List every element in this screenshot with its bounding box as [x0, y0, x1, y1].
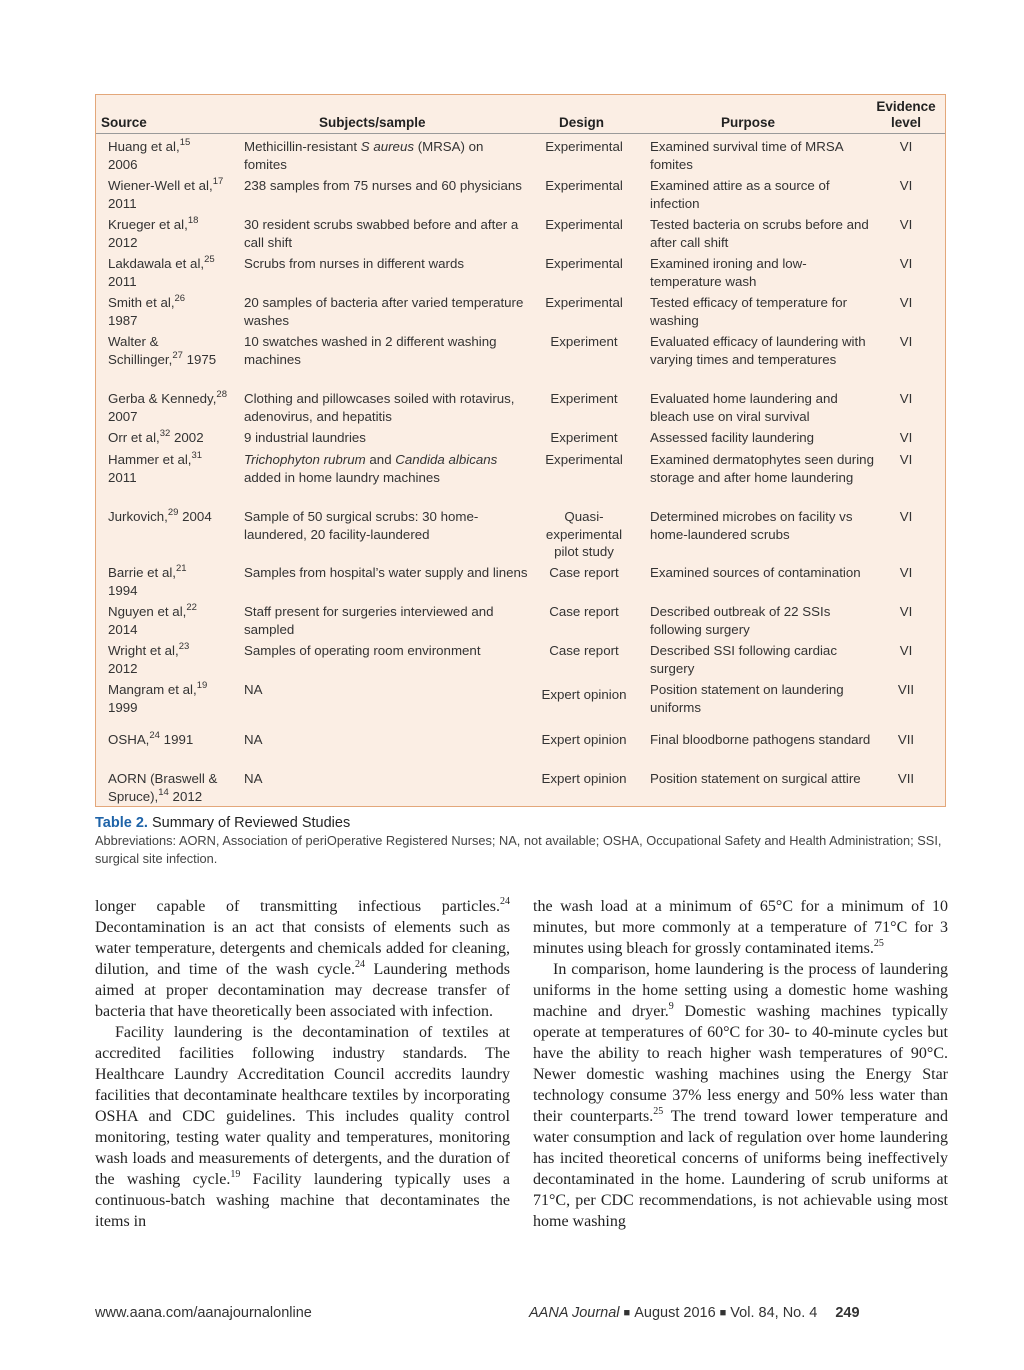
evidence-cell: VII	[897, 771, 915, 786]
header-purpose: Purpose	[721, 115, 776, 130]
purpose-cell: Evaluated efficacy of laundering with varying times and temperatures	[650, 334, 866, 367]
evidence-cell: VI	[899, 509, 913, 524]
design-cell: Experimental	[545, 295, 623, 310]
source-cell: Huang et al,$^{15}$ 2006	[108, 137, 191, 172]
caption-title: Table 2. Summary of Reviewed Studies	[95, 815, 351, 831]
header-source: Source	[101, 115, 147, 130]
source-cell: OSHA,$^{24}$ 1991	[108, 730, 194, 747]
purpose-cell: Assessed facility laundering	[650, 430, 815, 445]
header-subjects: Subjects/sample	[319, 115, 426, 130]
purpose-cell: Described outbreak of 22 SSIs following surgery	[650, 604, 831, 637]
paragraph: longer capable of transmitting infectious particles.$^{24}$ Decontamination is an act that consists of elements such as water temperature, detergents and chemicals added for cleaning, dilution, and time of the wash cycle.$^{24}$ Laundering methods aimed at proper decontamination may decrease transfer of bacteria that have theoretically been associated with infection.	[95, 896, 511, 1020]
purpose-cell: Determined microbes on facility vs home-laundered scrubs	[650, 509, 853, 542]
source-cell: Nguyen et al,$^{22}$ 2014	[108, 602, 197, 637]
footer-url: www.aana.com/aanajournalonline	[95, 1305, 312, 1321]
design-cell: Experiment	[550, 430, 618, 445]
evidence-cell: VI	[899, 139, 913, 154]
evidence-cell: VI	[899, 256, 913, 271]
source-cell: Wright et al,$^{23}$ 2012	[108, 641, 190, 676]
design-cell: Quasi-experimental pilot study	[545, 509, 623, 559]
evidence-cell: VI	[899, 430, 913, 445]
design-cell: Case report	[549, 643, 619, 658]
subjects-cell: Sample of 50 surgical scrubs: 30 home-laundered, 20 facility-laundered	[244, 509, 479, 542]
body-column-left	[95, 896, 510, 1232]
design-cell: Expert opinion	[541, 687, 627, 702]
purpose-cell: Position statement on laundering uniforms	[650, 682, 844, 715]
subjects-cell: NA	[244, 771, 263, 786]
purpose-cell: Examined attire as a source of infection	[650, 178, 830, 211]
evidence-cell: VI	[899, 452, 913, 467]
source-cell: Orr et al,$^{32}$ 2002	[108, 428, 204, 445]
evidence-cell: VII	[897, 732, 915, 747]
source-cell: AORN (Braswell & Spruce),$^{14}$ 2012	[108, 771, 218, 804]
purpose-cell: Examined survival time of MRSA fomites	[650, 139, 843, 172]
purpose-cell: Tested bacteria on scrubs before and after call shift	[650, 217, 869, 250]
body-column-right	[533, 896, 948, 1232]
source-cell: Lakdawala et al,$^{25}$ 2011	[108, 254, 215, 289]
subjects-cell: NA	[244, 682, 263, 697]
paragraph: Facility laundering is the decontamination of textiles at accredited facilities following industry standards. The Healthcare Laundry Accreditation Council accredits laundry facilities that decontaminate healthcare textiles by incorporating OSHA and CDC guidelines. This includes quality control monitoring, testing water quality and temperatures, monitoring wash loads and measurements of detergents, and the duration of the washing cycle.$^{19}$ Facility laundering typically uses a continuous-batch washing machine that decontaminates the items in	[95, 1024, 511, 1230]
evidence-cell: VI	[899, 643, 913, 658]
subjects-cell: 238 samples from 75 nurses and 60 physicians	[244, 178, 522, 193]
purpose-cell: Examined sources of contamination	[650, 565, 861, 580]
design-cell: Experimental	[545, 178, 623, 193]
evidence-cell: VI	[899, 604, 913, 619]
source-cell: Wiener-Well et al,$^{17}$ 2011	[108, 176, 224, 211]
evidence-cell: VI	[899, 334, 913, 349]
evidence-cell: VI	[899, 295, 913, 310]
caption-abbreviations: Abbreviations: AORN, Association of periOperative Registered Nurses; NA, not available; OSHA, Occupational Safety and Health Administration; SSI, surgical site infection.	[95, 833, 942, 866]
subjects-cell: Samples from hospital’s water supply and linens	[244, 565, 528, 580]
source-cell: Walter & Schillinger,$^{27}$ 1975	[108, 334, 217, 367]
design-cell: Experiment	[550, 391, 618, 406]
source-cell: Jurkovich,$^{29}$ 2004	[108, 507, 212, 524]
source-cell: Krueger et al,$^{18}$ 2012	[108, 215, 199, 250]
subjects-cell: 9 industrial laundries	[244, 430, 366, 445]
subjects-cell: 10 swatches washed in 2 different washing machines	[244, 334, 497, 367]
header-evidence: Evidence level	[876, 99, 936, 130]
purpose-cell: Examined dermatophytes seen during storage and after home laundering	[650, 452, 874, 485]
purpose-cell: Described SSI following cardiac surgery	[650, 643, 837, 676]
subjects-cell: Trichophyton rubrum and Candida albicans added in home laundry machines	[244, 452, 498, 485]
subjects-cell: Methicillin-resistant S aureus (MRSA) on fomites	[244, 139, 484, 172]
subjects-cell: Samples of operating room environment	[244, 643, 481, 658]
design-cell: Case report	[549, 565, 619, 580]
table-caption	[95, 815, 955, 868]
design-cell: Expert opinion	[541, 732, 627, 747]
design-cell: Experimental	[545, 217, 623, 232]
evidence-cell: VI	[899, 217, 913, 232]
evidence-cell: VI	[899, 178, 913, 193]
design-cell: Experimental	[545, 139, 623, 154]
purpose-cell: Examined ironing and low-temperature wash	[650, 256, 807, 289]
design-cell: Expert opinion	[541, 771, 627, 786]
design-cell: Experiment	[550, 334, 618, 349]
paragraph: In comparison, home laundering is the process of laundering uniforms in the home setting using a domestic home washing machine and dryer.$^9$ Domestic washing machines typically operate at temperatures of 60°C for 30- to 40-minute cycles but have the ability to reach higher wash temperatures of 90°C. Newer domestic washing machines using the Energy Star technology consume 37% less energy and 50% less water than their counterparts.$^{25}$ The trend toward lower temperature and water consumption and lack of regulation over home laundering has incited theoretical concerns of uniforms being ineffectively decontaminated in the home. Laundering of scrub uniforms at 71°C, per CDC recommendations, is not achievable using most home washing	[533, 961, 948, 1230]
table-header	[96, 95, 945, 134]
source-cell: Gerba & Kennedy,$^{28}$ 2007	[108, 389, 227, 424]
evidence-cell: VI	[899, 391, 913, 406]
source-cell: Smith et al,$^{26}$ 1987	[108, 293, 186, 328]
subjects-cell: 20 samples of bacteria after varied temperature washes	[244, 295, 524, 328]
purpose-cell: Evaluated home laundering and bleach use on viral survival	[650, 391, 838, 424]
source-cell: Barrie et al,$^{21}$ 1994	[108, 563, 187, 598]
design-cell: Case report	[549, 604, 619, 619]
design-cell: Experimental	[545, 256, 623, 271]
purpose-cell: Final bloodborne pathogens standard	[650, 732, 871, 747]
source-cell: Mangram et al,$^{19}$ 1999	[108, 680, 208, 715]
evidence-cell: VII	[897, 682, 915, 697]
subjects-cell: Staff present for surgeries interviewed and sampled	[244, 604, 494, 637]
evidence-cell: VI	[899, 565, 913, 580]
subjects-cell: NA	[244, 732, 263, 747]
subjects-cell: Clothing and pillowcases soiled with rotavirus, adenovirus, and hepatitis	[244, 391, 515, 424]
page-number: 249	[835, 1305, 860, 1321]
subjects-cell: Scrubs from nurses in different wards	[244, 256, 464, 271]
header-design: Design	[559, 115, 605, 130]
footer-citation: AANA Journal ■ August 2016 ■ Vol. 84, No. 4 249	[529, 1305, 860, 1321]
studies-table	[95, 94, 946, 807]
subjects-cell: 30 resident scrubs swabbed before and after a call shift	[244, 217, 519, 250]
source-cell: Hammer et al,$^{31}$ 2011	[108, 450, 203, 485]
purpose-cell: Tested efficacy of temperature for washing	[650, 295, 848, 328]
purpose-cell: Position statement on surgical attire	[650, 771, 861, 786]
design-cell: Experimental	[545, 452, 623, 467]
paragraph: the wash load at a minimum of 65°C for a minimum of 10 minutes, but more commonly at a temperature of 71°C for 3 minutes using bleach for grossly contaminated items.$^{25}$	[533, 898, 948, 957]
